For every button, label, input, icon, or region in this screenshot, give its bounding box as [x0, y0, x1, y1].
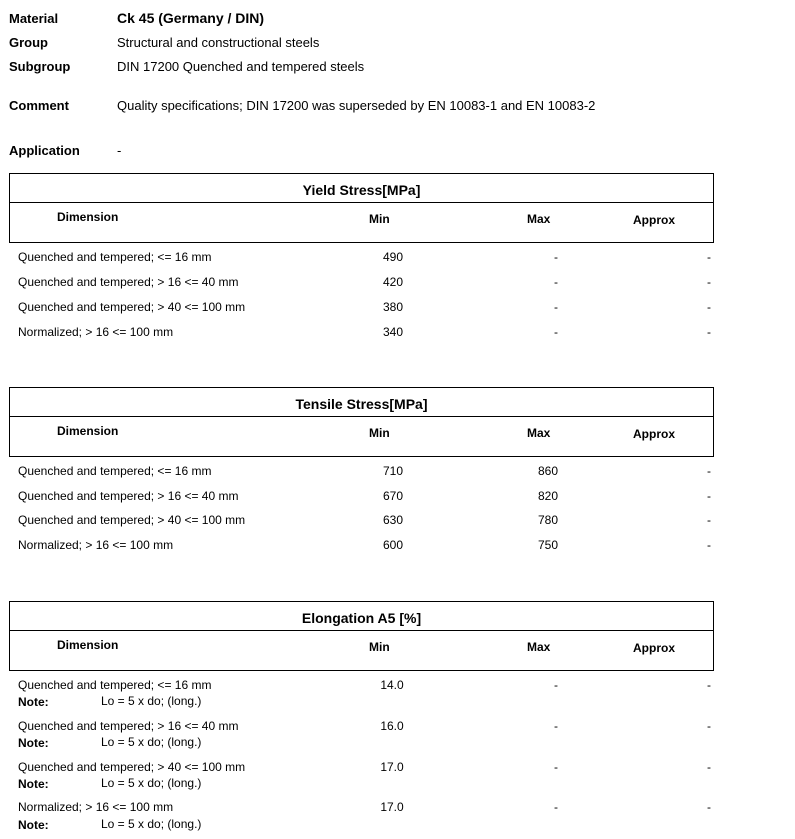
row-approx: -: [707, 325, 711, 339]
row-max: -: [554, 325, 558, 339]
row-min: 17.0: [380, 760, 404, 774]
row-dimension: Quenched and tempered; > 16 <= 40 mm: [18, 719, 239, 733]
subgroup-value: DIN 17200 Quenched and tempered steels: [117, 59, 365, 74]
yield-table-title: Yield Stress[MPa]: [302, 182, 421, 198]
row-approx: -: [707, 300, 711, 314]
group-label: Group: [9, 35, 48, 50]
row-max: 780: [537, 513, 559, 527]
row-min: 670: [382, 489, 404, 503]
row-min: 14.0: [380, 678, 404, 692]
application-value: -: [117, 143, 122, 158]
header-divider: [10, 416, 713, 417]
row-approx: -: [707, 800, 711, 814]
material-label: Material: [9, 11, 59, 26]
note-label: Note:: [18, 695, 49, 709]
col-max: Max: [527, 212, 551, 226]
row-dimension: Quenched and tempered; > 16 <= 40 mm: [18, 275, 239, 289]
row-dimension: Quenched and tempered; > 40 <= 100 mm: [18, 513, 246, 527]
row-max: -: [554, 250, 558, 264]
row-approx: -: [707, 275, 711, 289]
row-dimension: Normalized; > 16 <= 100 mm: [18, 325, 174, 339]
row-dimension: Quenched and tempered; > 40 <= 100 mm: [18, 300, 246, 314]
row-max: 860: [537, 464, 559, 478]
row-max: -: [554, 760, 558, 774]
row-dimension: Normalized; > 16 <= 100 mm: [18, 538, 174, 552]
note-label: Note:: [18, 736, 49, 750]
col-min: Min: [369, 640, 390, 654]
tensile-table-header: [9, 387, 714, 457]
row-min: 16.0: [380, 719, 404, 733]
header-divider: [10, 630, 713, 631]
col-approx: Approx: [633, 427, 675, 441]
row-approx: -: [707, 538, 711, 552]
row-max: 750: [537, 538, 559, 552]
row-dimension: Quenched and tempered; <= 16 mm: [18, 250, 212, 264]
row-approx: -: [707, 464, 711, 478]
col-dimension: Dimension: [57, 638, 119, 652]
tensile-table-title: Tensile Stress[MPa]: [295, 396, 428, 412]
row-max: -: [554, 300, 558, 314]
col-max: Max: [527, 640, 551, 654]
row-min: 710: [382, 464, 404, 478]
elongation-table-title: Elongation A5 [%]: [301, 610, 422, 626]
col-dimension: Dimension: [57, 424, 119, 438]
header-divider: [10, 202, 713, 203]
yield-table-header: [9, 173, 714, 243]
comment-label: Comment: [9, 98, 69, 113]
row-max: -: [554, 800, 558, 814]
row-min: 380: [382, 300, 404, 314]
note-value: Lo = 5 x do; (long.): [101, 776, 202, 790]
col-max: Max: [527, 426, 551, 440]
row-dimension: Quenched and tempered; > 40 <= 100 mm: [18, 760, 246, 774]
row-dimension: Normalized; > 16 <= 100 mm: [18, 800, 174, 814]
elongation-table-header: [9, 601, 714, 671]
row-approx: -: [707, 250, 711, 264]
col-approx: Approx: [633, 641, 675, 655]
row-min: 490: [382, 250, 404, 264]
note-value: Lo = 5 x do; (long.): [101, 817, 202, 831]
col-dimension: Dimension: [57, 210, 119, 224]
row-min: 600: [382, 538, 404, 552]
row-max: -: [554, 678, 558, 692]
note-value: Lo = 5 x do; (long.): [101, 694, 202, 708]
subgroup-label: Subgroup: [9, 59, 71, 74]
row-min: 630: [382, 513, 404, 527]
comment-value: Quality specifications; DIN 17200 was superseded by EN 10083-1 and EN 10083-2: [117, 98, 596, 113]
row-min: 420: [382, 275, 404, 289]
row-dimension: Quenched and tempered; <= 16 mm: [18, 678, 212, 692]
row-max: -: [554, 275, 558, 289]
col-min: Min: [369, 212, 390, 226]
col-min: Min: [369, 426, 390, 440]
row-approx: -: [707, 719, 711, 733]
col-approx: Approx: [633, 213, 675, 227]
row-dimension: Quenched and tempered; <= 16 mm: [18, 464, 212, 478]
note-label: Note:: [18, 777, 49, 791]
row-dimension: Quenched and tempered; > 16 <= 40 mm: [18, 489, 239, 503]
row-min: 17.0: [380, 800, 404, 814]
row-min: 340: [382, 325, 404, 339]
row-approx: -: [707, 513, 711, 527]
row-max: 820: [537, 489, 559, 503]
note-value: Lo = 5 x do; (long.): [101, 735, 202, 749]
row-max: -: [554, 719, 558, 733]
row-approx: -: [707, 678, 711, 692]
row-approx: -: [707, 760, 711, 774]
application-label: Application: [9, 143, 80, 158]
group-value: Structural and constructional steels: [117, 35, 320, 50]
material-value: Ck 45 (Germany / DIN): [117, 10, 265, 26]
row-approx: -: [707, 489, 711, 503]
note-label: Note:: [18, 818, 49, 832]
